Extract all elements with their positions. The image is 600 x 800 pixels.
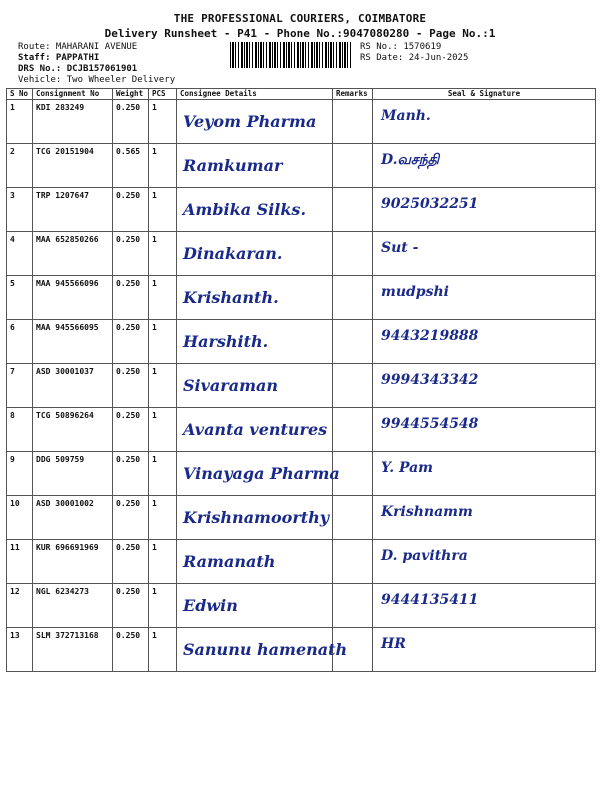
col-weight: Weight	[113, 89, 149, 100]
row-pcs: 1	[149, 408, 177, 452]
row-weight: 0.250	[113, 496, 149, 540]
handwritten-signature: 9443219888	[381, 328, 479, 344]
handwritten-signature: mudpshi	[381, 284, 449, 300]
col-consignee: Consignee Details	[177, 89, 333, 100]
handwritten-consignee: Vinayaga Pharma	[183, 464, 340, 483]
row-consignment-no: TCG 20151904	[33, 144, 113, 188]
table-row	[7, 496, 596, 540]
row-weight: 0.250	[113, 232, 149, 276]
row-sno: 12	[7, 584, 33, 628]
staff-info: Staff: PAPPATHI	[18, 53, 100, 63]
table-body	[7, 100, 596, 672]
row-consignee	[177, 144, 333, 188]
handwritten-consignee: Ambika Silks.	[183, 200, 307, 219]
row-remarks	[333, 408, 373, 452]
row-pcs: 1	[149, 540, 177, 584]
col-sno: S No	[7, 89, 33, 100]
row-weight: 0.250	[113, 628, 149, 672]
row-signature	[373, 364, 596, 408]
handwritten-signature: Sut -	[381, 240, 419, 256]
row-weight: 0.250	[113, 452, 149, 496]
row-sno: 5	[7, 276, 33, 320]
row-consignment-no: MAA 945566096	[33, 276, 113, 320]
row-consignment-no: NGL 6234273	[33, 584, 113, 628]
row-remarks	[333, 540, 373, 584]
handwritten-consignee: Edwin	[183, 596, 238, 615]
handwritten-signature: D. pavithra	[381, 548, 468, 564]
row-pcs: 1	[149, 188, 177, 232]
handwritten-signature: 9444135411	[381, 592, 479, 608]
vehicle-info: Vehicle: Two Wheeler Delivery	[18, 75, 176, 85]
row-remarks	[333, 364, 373, 408]
row-consignee	[177, 320, 333, 364]
row-weight: 0.250	[113, 584, 149, 628]
rs-number: RS No.: 1570619	[360, 42, 442, 52]
row-signature	[373, 540, 596, 584]
table-row	[7, 408, 596, 452]
row-consignment-no: MAA 945566095	[33, 320, 113, 364]
row-remarks	[333, 144, 373, 188]
table-row	[7, 628, 596, 672]
row-pcs: 1	[149, 584, 177, 628]
row-consignment-no: MAA 652850266	[33, 232, 113, 276]
row-remarks	[333, 584, 373, 628]
handwritten-consignee: Ramkumar	[183, 156, 283, 175]
table-row	[7, 320, 596, 364]
row-pcs: 1	[149, 452, 177, 496]
handwritten-consignee: Dinakaran.	[183, 244, 283, 263]
row-remarks	[333, 276, 373, 320]
row-weight: 0.250	[113, 320, 149, 364]
row-pcs: 1	[149, 320, 177, 364]
row-consignee	[177, 540, 333, 584]
row-sno: 2	[7, 144, 33, 188]
row-pcs: 1	[149, 276, 177, 320]
row-pcs: 1	[149, 364, 177, 408]
handwritten-consignee: Avanta ventures	[183, 420, 328, 439]
handwritten-signature: Y. Pam	[381, 460, 433, 476]
row-sno: 9	[7, 452, 33, 496]
row-consignment-no: TCG 50896264	[33, 408, 113, 452]
row-weight: 0.250	[113, 100, 149, 144]
company-title: THE PROFESSIONAL COURIERS, COIMBATORE	[173, 12, 427, 25]
row-consignee	[177, 232, 333, 276]
table-row	[7, 100, 596, 144]
drs-info: DRS No.: DCJB157061901	[18, 64, 138, 74]
row-sno: 8	[7, 408, 33, 452]
handwritten-signature: Krishnamm	[381, 504, 473, 520]
runsheet-table	[6, 88, 596, 672]
row-weight: 0.250	[113, 188, 149, 232]
row-consignee	[177, 188, 333, 232]
handwritten-signature: 9944554548	[381, 416, 479, 432]
row-sno: 10	[7, 496, 33, 540]
row-remarks	[333, 100, 373, 144]
handwritten-consignee: Sanunu hamenath	[183, 640, 348, 659]
barcode-icon	[230, 42, 352, 68]
table-row	[7, 584, 596, 628]
row-signature	[373, 452, 596, 496]
row-pcs: 1	[149, 628, 177, 672]
row-weight: 0.565	[113, 144, 149, 188]
row-sno: 1	[7, 100, 33, 144]
row-signature	[373, 628, 596, 672]
row-signature	[373, 188, 596, 232]
table-row	[7, 232, 596, 276]
col-pcs: PCS	[149, 89, 177, 100]
row-weight: 0.250	[113, 276, 149, 320]
row-consignment-no: DDG 509759	[33, 452, 113, 496]
col-signature: Seal & Signature	[373, 89, 596, 100]
row-pcs: 1	[149, 144, 177, 188]
row-consignee	[177, 408, 333, 452]
table-header-row	[7, 89, 596, 100]
row-signature	[373, 232, 596, 276]
table-row	[7, 144, 596, 188]
row-weight: 0.250	[113, 540, 149, 584]
row-consignment-no: TRP 1207647	[33, 188, 113, 232]
row-consignee	[177, 584, 333, 628]
row-consignee	[177, 452, 340, 496]
row-consignment-no: SLM 372713168	[33, 628, 113, 672]
row-sno: 3	[7, 188, 33, 232]
handwritten-signature: 9994343342	[381, 372, 479, 388]
row-sno: 6	[7, 320, 33, 364]
row-sno: 4	[7, 232, 33, 276]
table-row	[7, 188, 596, 232]
row-weight: 0.250	[113, 364, 149, 408]
row-sno: 11	[7, 540, 33, 584]
row-consignee	[177, 276, 333, 320]
handwritten-consignee: Veyom Pharma	[183, 112, 317, 131]
row-remarks	[333, 232, 373, 276]
row-sno: 13	[7, 628, 33, 672]
table-row	[7, 276, 596, 320]
row-pcs: 1	[149, 232, 177, 276]
row-consignment-no: KDI 283249	[33, 100, 113, 144]
row-remarks	[333, 320, 373, 364]
row-signature	[373, 584, 596, 628]
handwritten-signature: D.வசந்தி	[381, 152, 440, 168]
row-consignment-no: ASD 30001002	[33, 496, 113, 540]
handwritten-consignee: Krishnamoorthy	[183, 508, 330, 527]
route-info: Route: MAHARANI AVENUE	[18, 42, 138, 52]
table-row	[7, 364, 596, 408]
row-signature	[373, 144, 596, 188]
row-signature	[373, 320, 596, 364]
table-row	[7, 540, 596, 584]
handwritten-signature: 9025032251	[381, 196, 479, 212]
row-consignment-no: KUR 696691969	[33, 540, 113, 584]
col-consignment: Consignment No	[33, 89, 113, 100]
row-signature	[373, 496, 596, 540]
row-signature	[373, 276, 596, 320]
row-consignee	[177, 496, 333, 540]
handwritten-signature: Manh.	[381, 108, 431, 124]
runsheet-title: Delivery Runsheet - P41 - Phone No.:9047080280 - Page No.:1	[104, 27, 496, 40]
row-consignment-no: ASD 30001037	[33, 364, 113, 408]
row-remarks	[333, 188, 373, 232]
handwritten-consignee: Krishanth.	[183, 288, 279, 307]
handwritten-consignee: Sivaraman	[183, 376, 279, 395]
row-signature	[373, 408, 596, 452]
row-consignee	[177, 100, 333, 144]
handwritten-consignee: Ramanath	[183, 552, 276, 571]
table-row	[7, 452, 596, 496]
row-consignee	[177, 364, 333, 408]
col-remarks: Remarks	[333, 89, 373, 100]
row-sno: 7	[7, 364, 33, 408]
row-signature	[373, 100, 596, 144]
row-pcs: 1	[149, 100, 177, 144]
handwritten-consignee: Harshith.	[183, 332, 269, 351]
row-pcs: 1	[149, 496, 177, 540]
rs-date: RS Date: 24-Jun-2025	[360, 53, 469, 63]
handwritten-signature: HR	[381, 636, 406, 652]
row-remarks	[333, 496, 373, 540]
row-weight: 0.250	[113, 408, 149, 452]
row-consignee	[177, 628, 348, 672]
